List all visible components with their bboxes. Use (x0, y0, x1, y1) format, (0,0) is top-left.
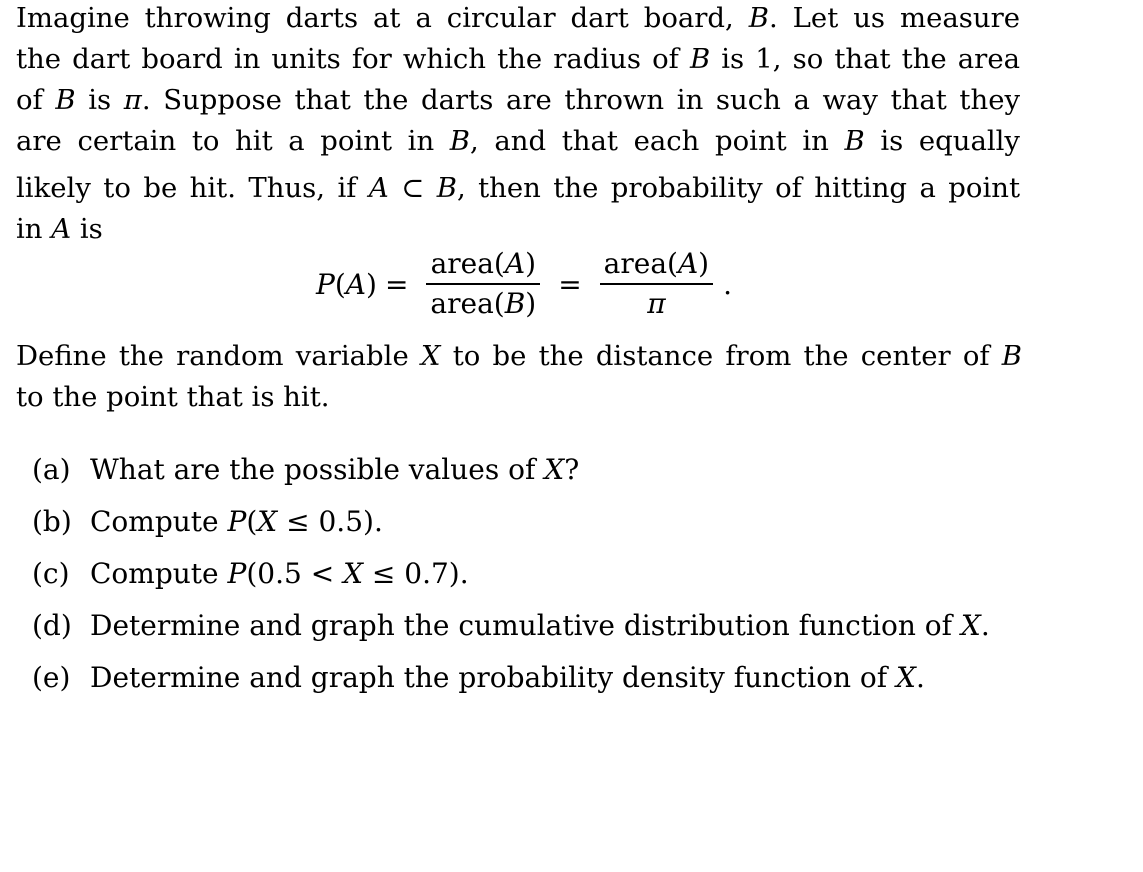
question-label: (c) (32, 556, 70, 590)
question-item (32, 600, 990, 652)
question-list (32, 443, 990, 704)
question-text: What are the possible values of X? (90, 452, 580, 486)
equals-sign: = (384, 267, 409, 301)
definition-paragraph (16, 336, 1022, 418)
question-text: Compute P(0.5 < X ≤ 0.7). (90, 556, 469, 590)
fraction-denominator: area(B) (430, 286, 537, 320)
question-label: (e) (32, 661, 71, 695)
question-label: (b) (32, 504, 72, 538)
equals-sign: = (558, 267, 582, 301)
question-text: Compute P(X ≤ 0.5). (90, 504, 383, 538)
definition-line: Define the random variable X to be the distance from the center of B (16, 340, 1022, 372)
question-text: Determine and graph the cumulative distribution function of X. (90, 609, 990, 643)
fraction-area-a-over-pi (600, 247, 713, 320)
intro-line: the dart board in units for which the radius of B is 1, so that the area (16, 43, 1020, 75)
intro-line: are certain to hit a point in B, and that each point in B is equally (16, 125, 1020, 157)
intro-line: of B is π. Suppose that the darts are thrown in such a way that they (16, 84, 1021, 116)
question-item (32, 652, 990, 704)
intro-paragraph (16, 0, 1020, 250)
intro-line: likely to be hit. Thus, if A ⊂ B, then the probability of hitting a point (16, 172, 1021, 204)
fraction-denominator: π (647, 286, 666, 320)
fraction-numerator: area(A) (603, 247, 710, 281)
question-label: (a) (32, 452, 71, 486)
fraction-numerator: area(A) (430, 247, 537, 281)
definition-line: to the point that is hit. (16, 381, 330, 413)
question-item (32, 443, 990, 495)
intro-line: Imagine throwing darts at a circular dart board, B. Let us measure (16, 2, 1020, 34)
intro-line: in A is (16, 213, 103, 245)
question-item (32, 547, 990, 599)
fraction-area-a-over-area-b (426, 247, 540, 320)
equation-period: . (723, 267, 733, 301)
probability-equation (316, 244, 732, 324)
question-text: Determine and graph the probability density function of X. (90, 661, 925, 695)
question-item (32, 495, 990, 547)
question-label: (d) (32, 609, 72, 643)
equation-lhs: P(A) (316, 267, 377, 301)
